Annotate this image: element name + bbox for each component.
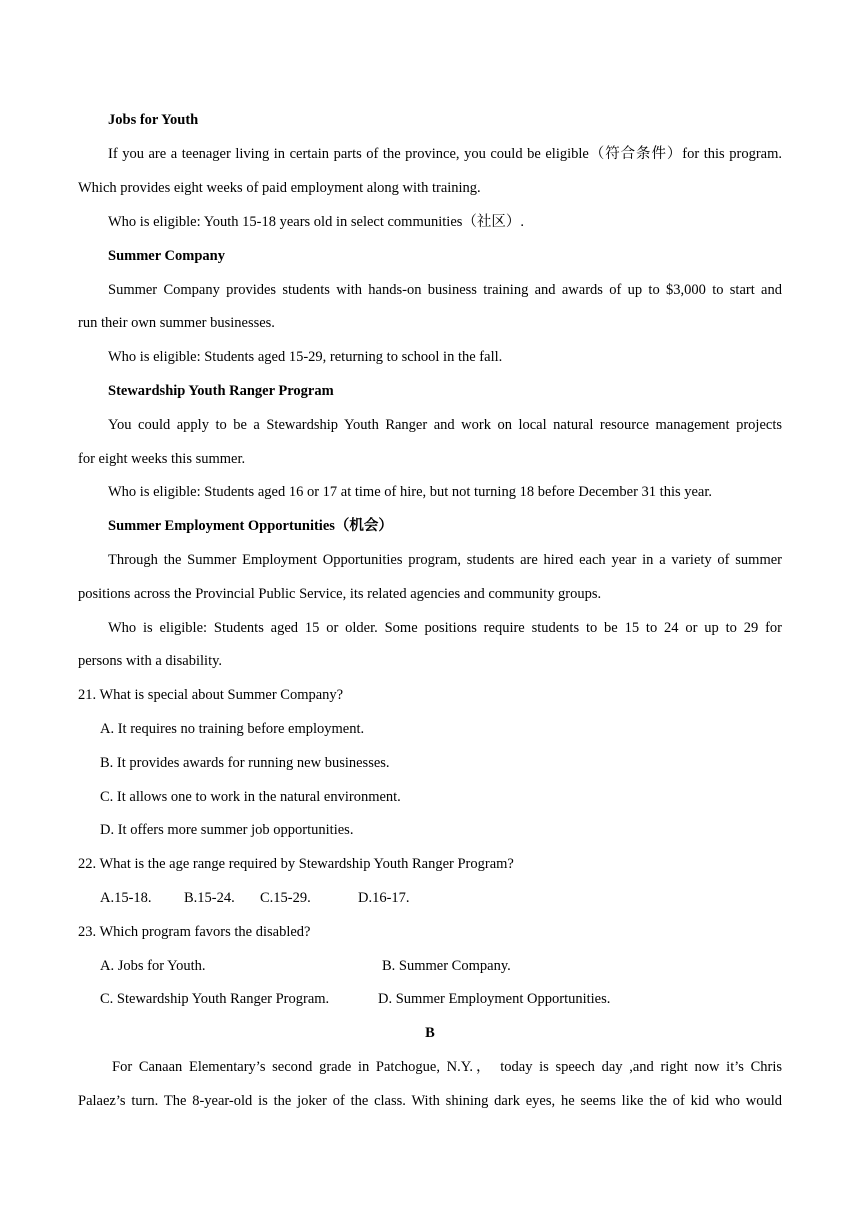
question-23-stem: 23. Which program favors the disabled? — [78, 924, 311, 940]
question-21-option-c: C. It allows one to work in the natural environment. — [100, 789, 401, 805]
heading-summer-employment-opportunities: Summer Employment Opportunities（机会） — [108, 518, 393, 534]
question-23-option-c: C. Stewardship Youth Ranger Program. — [100, 991, 330, 1007]
question-22-stem: 22. What is the age range required by Stewardship Youth Ranger Program? — [78, 856, 514, 872]
heading-stewardship-youth-ranger: Stewardship Youth Ranger Program — [108, 383, 334, 399]
eligibility-line: Who is eligible: Youth 15-18 years old in select communities（社区）. — [108, 214, 525, 230]
question-21-option-a: A. It requires no training before employment. — [100, 721, 365, 737]
paragraph-line: positions across the Provincial Public Service, its related agencies and community groups. — [78, 586, 602, 602]
question-22-option-b: B.15-24. — [184, 890, 235, 906]
heading-summer-company: Summer Company — [108, 248, 225, 264]
paragraph-line: You could apply to be a Stewardship Youth Ranger and work on local natural resource management projects — [108, 417, 782, 433]
eligibility-line: Who is eligible: Students aged 15 or older. Some positions require students to be 15 to 24 or up to 29 for — [108, 620, 782, 636]
heading-jobs-for-youth: Jobs for Youth — [108, 112, 199, 128]
question-22-option-a: A.15-18. — [100, 890, 152, 906]
eligibility-line: Who is eligible: Students aged 15-29, returning to school in the fall. — [108, 349, 503, 365]
question-23-option-b: B. Summer Company. — [382, 958, 511, 974]
eligibility-line: persons with a disability. — [78, 653, 223, 669]
question-23-options-row2 — [100, 989, 782, 1009]
paragraph-line: Through the Summer Employment Opportunities program, students are hired each year in a variety of summer — [108, 552, 782, 568]
question-23-option-a: A. Jobs for Youth. — [100, 958, 206, 974]
eligibility-line: Who is eligible: Students aged 16 or 17 at time of hire, but not turning 18 before December 31 this year. — [108, 484, 713, 500]
question-21-stem: 21. What is special about Summer Company? — [78, 687, 344, 703]
section-label-b: B — [425, 1025, 435, 1041]
question-22-option-c: C.15-29. — [260, 890, 311, 906]
paragraph-line: For Canaan Elementary’s second grade in Patchogue, N.Y.， today is speech day ,and right now it’s Chris — [112, 1059, 782, 1075]
question-21-option-b: B. It provides awards for running new businesses. — [100, 755, 390, 771]
paragraph-line: Summer Company provides students with hands-on business training and awards of up to $3,000 to start and — [108, 282, 782, 298]
question-23-option-d: D. Summer Employment Opportunities. — [378, 991, 611, 1007]
paragraph-line: Palaez’s turn. The 8-year-old is the joker of the class. With shining dark eyes, he seems like the of kid who would — [78, 1093, 782, 1109]
question-22-options — [100, 888, 782, 908]
paragraph-line: If you are a teenager living in certain parts of the province, you could be eligible（符合条件）for this program. — [108, 146, 782, 162]
paragraph-line: for eight weeks this summer. — [78, 451, 246, 467]
paragraph-line: run their own summer businesses. — [78, 315, 275, 331]
paragraph-line: Which provides eight weeks of paid employment along with training. — [78, 180, 481, 196]
question-21-option-d: D. It offers more summer job opportunities. — [100, 822, 354, 838]
question-22-option-d: D.16-17. — [358, 890, 410, 906]
question-23-options-row1 — [100, 956, 782, 976]
